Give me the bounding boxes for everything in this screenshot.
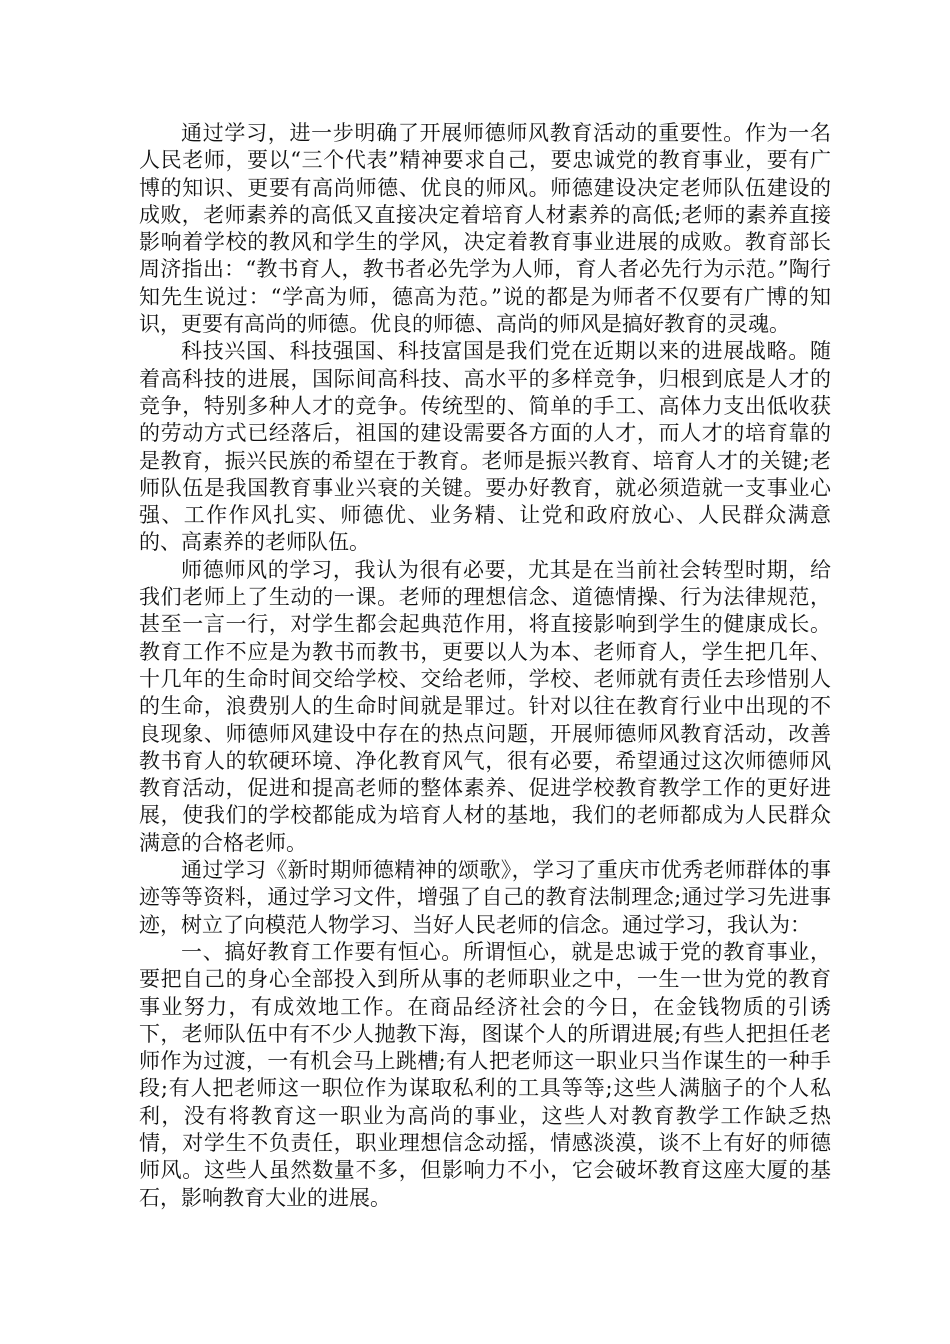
paragraph-5: 一、搞好教育工作要有恒心。所谓恒心，就是忠诚于党的教育事业，要把自己的身心全部投入到所从事的老师职业之中，一生一世为党的教育事业努力，有成效地工作。在商品经济社会的今日，在金钱物质的引诱下，老师队伍中有不少人抛教下海，图谋个人的所谓进展;有些人把担任老师作为过渡，一有机会马上跳槽;有人把老师这一职业只当作谋生的一种手段;有人把老师这一职位作为谋取私利的工具等等;这些人满脑子的个人私利，没有将教育这一职业为高尚的事业，这些人对教育教学工作缺乏热情，对学生不负责任，职业理想信念动摇，情感淡漠，谈不上有好的师德师风。这些人虽然数量不多，但影响力不小，它会破坏教育这座大厦的基石，影响教育大业的进展。	[139, 939, 831, 1210]
paragraph-4: 通过学习《新时期师德精神的颂歌》，学习了重庆市优秀老师群体的事迹等等资料，通过学习文件，增强了自己的教育法制理念;通过学习先进事迹，树立了向模范人物学习、当好人民老师的信念。通过学习，我认为：	[139, 858, 831, 937]
paragraph-2: 科技兴国、科技强国、科技富国是我们党在近期以来的进展战略。随着高科技的进展，国际间高科技、高水平的多样竞争，归根到底是人才的竞争，特别多种人才的竞争。传统型的、简单的手工、高体力支出低收获的劳动方式已经落后，祖国的建设需要各方面的人才，而人才的培育靠的是教育，振兴民族的希望在于教育。老师是振兴教育、培育人才的关键;老师队伍是我国教育事业兴衰的关键。要办好教育，就必须造就一支事业心强、工作作风扎实、师德优、业务精、让党和政府放心、人民群众满意的、高素养的老师队伍。	[139, 339, 831, 555]
paragraph-1: 通过学习，进一步明确了开展师德师风教育活动的重要性。作为一名人民老师，要以“三个代表”精神要求自己，要忠诚党的教育事业，要有广博的知识、更要有高尚师德、优良的师风。师德建设决定老师队伍建设的成败，老师素养的高低又直接决定着培育人材素养的高低;老师的素养直接影响着学校的教风和学生的学风，决定着教育事业进展的成败。教育部长周济指出：“教书育人，教书者必先学为人师，育人者必先行为示范。”陶行知先生说过：“学高为师，德高为范。”说的都是为师者不仅要有广博的知识，更要有高尚的师德。优良的师德、高尚的师风是搞好教育的灵魂。	[139, 121, 831, 337]
document-body	[139, 120, 831, 1212]
paragraph-3: 师德师风的学习，我认为很有必要，尤其是在当前社会转型时期，给我们老师上了生动的一课。老师的理想信念、道德情操、行为法律规范，甚至一言一行，对学生都会起典范作用，将直接影响到学生的健康成长。教育工作不应是为教书而教书，更要以人为本、老师育人，学生把几年、十几年的生命时间交给学校、交给老师，学校、老师就有责任去珍惜别人的生命，浪费别人的生命时间就是罪过。针对以往在教育行业中出现的不良现象、师德师风建设中存在的热点问题，开展师德师风教育活动，改善教书育人的软硬环境、净化教育风气，很有必要，希望通过这次师德师风教育活动，促进和提高老师的整体素养、促进学校教育教学工作的更好进展，使我们的学校都能成为培育人材的基地，我们的老师都成为人民群众满意的合格老师。	[139, 557, 831, 855]
